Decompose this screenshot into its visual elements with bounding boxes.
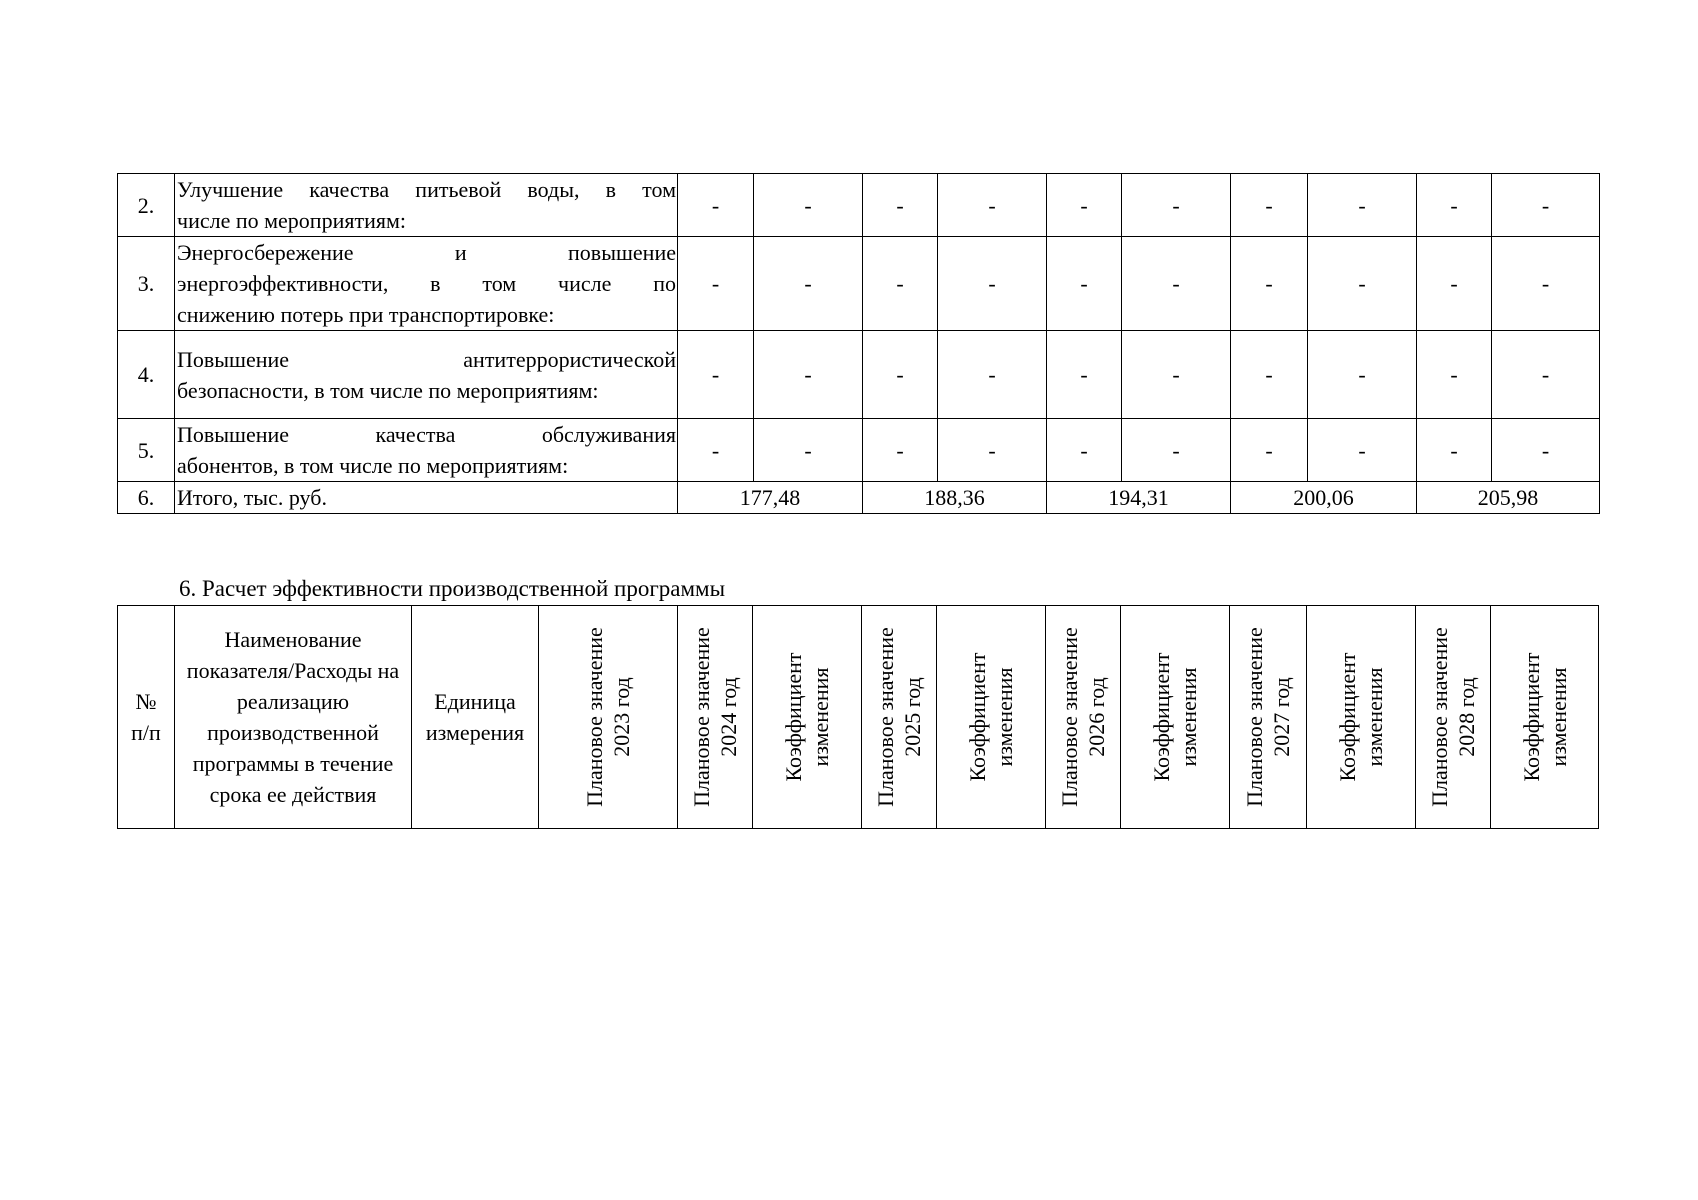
- value-cell: -: [938, 419, 1047, 482]
- value-cell: -: [754, 331, 863, 419]
- value-cell: -: [938, 174, 1047, 237]
- table-row: [118, 331, 1600, 419]
- value-cell: -: [1308, 331, 1417, 419]
- value-cell: -: [1231, 174, 1308, 237]
- total-value: 188,36: [863, 482, 1047, 514]
- value-cell: -: [863, 174, 938, 237]
- header-plan-2027: Плановое значение 2027 год: [1230, 606, 1307, 829]
- value-cell: -: [678, 237, 754, 331]
- header-coef-2026: Коэффициент изменения: [1121, 606, 1230, 829]
- header-coef-2028: Коэффициент изменения: [1491, 606, 1599, 829]
- value-cell: -: [1231, 237, 1308, 331]
- header-plan-2024: Плановое значение 2024 год: [678, 606, 753, 829]
- row-name: Энергосбережение и повышение энергоэффективности, в том числе по снижению потерь при транспортировке:: [175, 237, 678, 331]
- value-cell: -: [1417, 174, 1492, 237]
- value-cell: -: [1047, 331, 1122, 419]
- value-cell: -: [863, 237, 938, 331]
- row-name: Повышение антитеррористической безопасности, в том числе по мероприятиям:: [175, 331, 678, 419]
- row-number: 4.: [118, 331, 175, 419]
- header-row: [118, 606, 1599, 829]
- value-cell: -: [1492, 237, 1600, 331]
- value-cell: -: [1122, 174, 1231, 237]
- value-cell: -: [754, 174, 863, 237]
- value-cell: -: [1122, 237, 1231, 331]
- total-value: 177,48: [678, 482, 863, 514]
- value-cell: -: [1308, 237, 1417, 331]
- row-name: Повышение качества обслуживания абонентов, в том числе по мероприятиям:: [175, 419, 678, 482]
- value-cell: -: [938, 237, 1047, 331]
- value-cell: -: [678, 331, 754, 419]
- expenses-table: [117, 173, 1600, 514]
- value-cell: -: [1492, 419, 1600, 482]
- value-cell: -: [1122, 331, 1231, 419]
- value-cell: -: [1231, 419, 1308, 482]
- value-cell: -: [1492, 331, 1600, 419]
- value-cell: -: [1308, 174, 1417, 237]
- total-row: [118, 482, 1600, 514]
- total-value: 194,31: [1047, 482, 1231, 514]
- value-cell: -: [1417, 237, 1492, 331]
- value-cell: -: [1047, 237, 1122, 331]
- header-coef-2027: Коэффициент изменения: [1307, 606, 1416, 829]
- value-cell: -: [938, 331, 1047, 419]
- value-cell: -: [863, 419, 938, 482]
- value-cell: -: [1047, 174, 1122, 237]
- value-cell: -: [1417, 419, 1492, 482]
- header-plan-2026: Плановое значение 2026 год: [1046, 606, 1121, 829]
- value-cell: -: [863, 331, 938, 419]
- table-row: [118, 237, 1600, 331]
- row-number: 5.: [118, 419, 175, 482]
- header-coef-2024: Коэффициент изменения: [753, 606, 862, 829]
- row-number: 6.: [118, 482, 175, 514]
- value-cell: -: [678, 174, 754, 237]
- table-row: [118, 419, 1600, 482]
- header-plan-2025: Плановое значение 2025 год: [862, 606, 937, 829]
- value-cell: -: [1047, 419, 1122, 482]
- row-number: 3.: [118, 237, 175, 331]
- value-cell: -: [1417, 331, 1492, 419]
- efficiency-table: [117, 605, 1599, 829]
- row-number: 2.: [118, 174, 175, 237]
- value-cell: -: [754, 237, 863, 331]
- header-plan-2028: Плановое значение 2028 год: [1416, 606, 1491, 829]
- total-value: 205,98: [1417, 482, 1600, 514]
- total-value: 200,06: [1231, 482, 1417, 514]
- value-cell: -: [1122, 419, 1231, 482]
- header-plan-2023: Плановое значение 2023 год: [539, 606, 678, 829]
- header-num: № п/п: [118, 606, 175, 829]
- header-coef-2025: Коэффициент изменения: [937, 606, 1046, 829]
- value-cell: -: [1308, 419, 1417, 482]
- value-cell: -: [1492, 174, 1600, 237]
- row-name: Улучшение качества питьевой воды, в том числе по мероприятиям:: [175, 174, 678, 237]
- value-cell: -: [678, 419, 754, 482]
- value-cell: -: [1231, 331, 1308, 419]
- value-cell: -: [754, 419, 863, 482]
- section-title: 6. Расчет эффективности производственной программы: [179, 576, 726, 601]
- table-row: [118, 174, 1600, 237]
- total-label: Итого, тыс. руб.: [175, 482, 678, 514]
- header-unit: Единица измерения: [412, 606, 539, 829]
- header-name: Наименование показателя/Расходы на реализацию производственной программы в течение срока ее действия: [175, 606, 412, 829]
